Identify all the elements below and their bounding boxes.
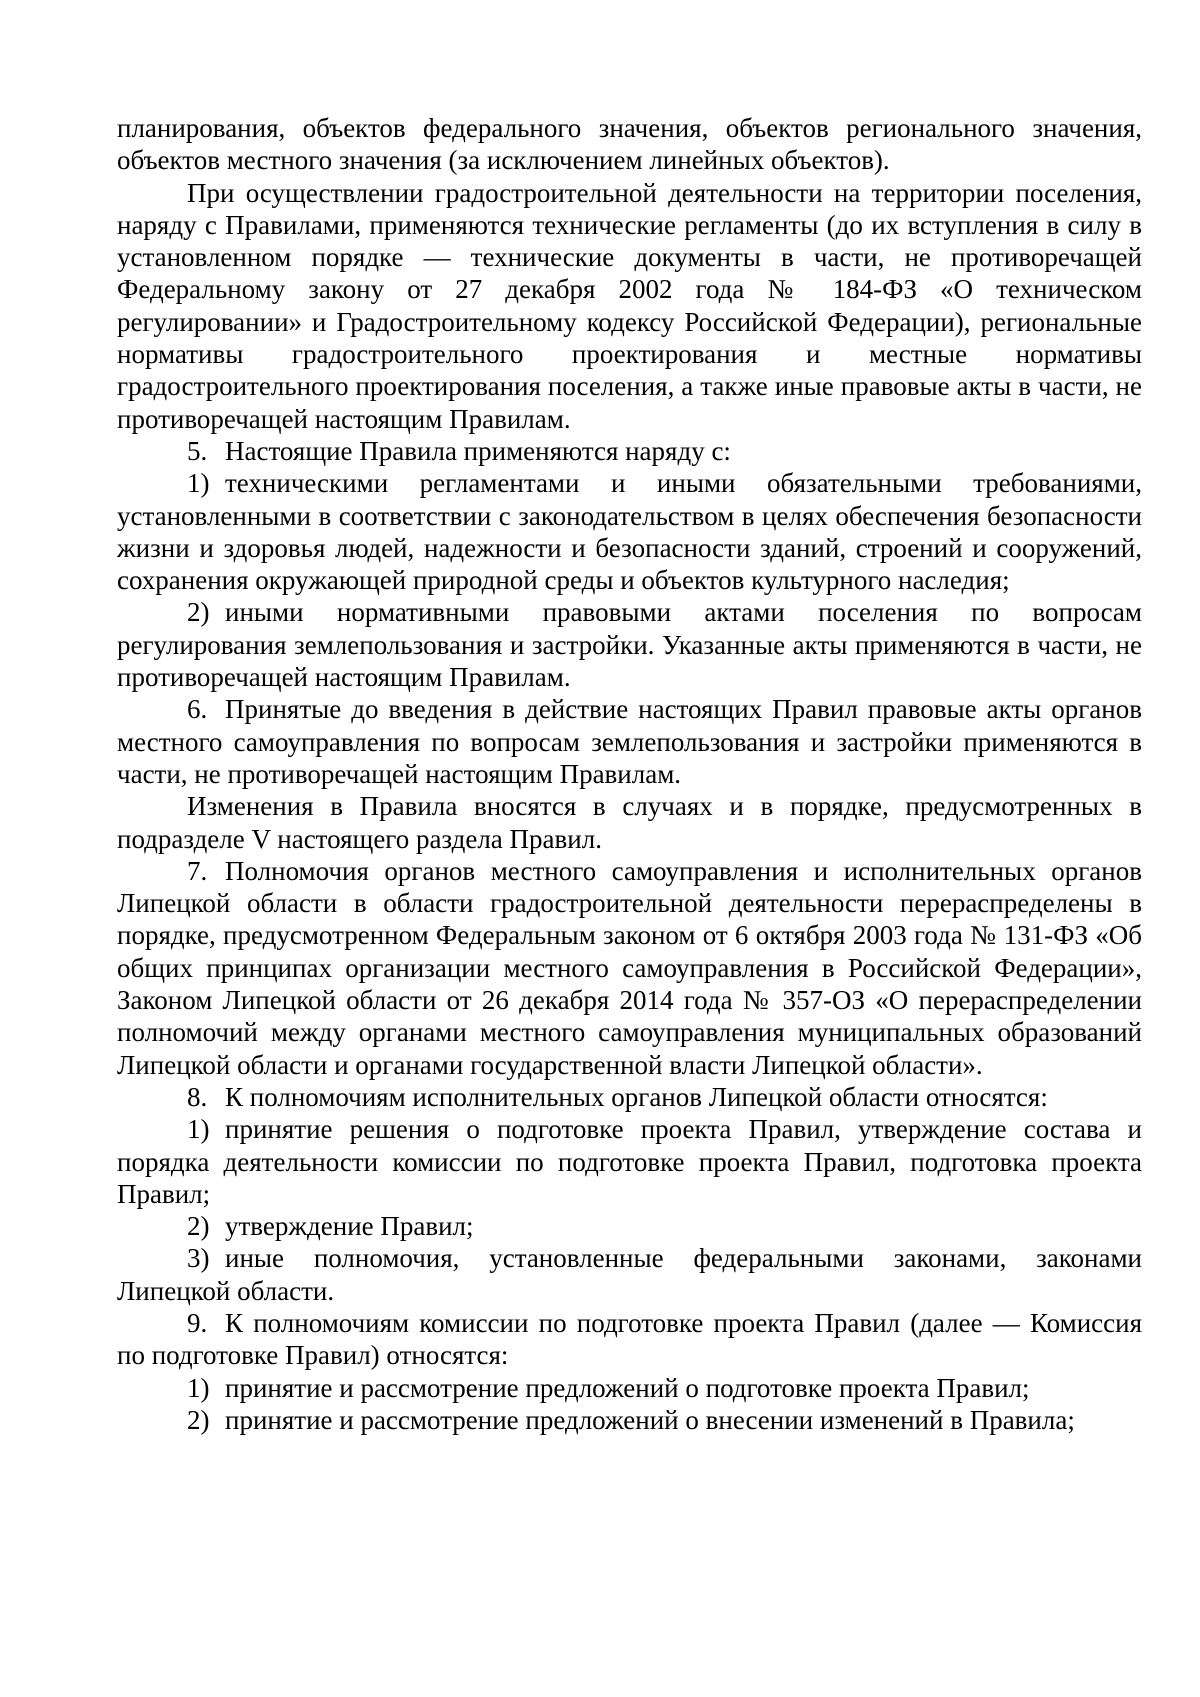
paragraph — [117, 790, 1142, 855]
paragraph-text: К полномочиям исполнительных органов Липецкой области относятся: — [225, 1081, 1048, 1112]
item-number: 1) — [187, 1114, 210, 1145]
paragraph — [117, 112, 1142, 177]
list-item — [117, 435, 1142, 467]
paragraph-text: техническими регламентами и иными обязательными требованиями, установленными в соответствии с законодательством в целях обеспечения безопасности жизни и здоровья людей, надежности и безопасности зданий, строений и сооружений, сохранения окружающей природной среды и объектов культурного наследия; — [117, 468, 1142, 596]
list-item — [117, 693, 1142, 790]
list-item — [117, 1404, 1142, 1436]
item-number: 1) — [187, 1372, 210, 1403]
document-body — [117, 112, 1142, 1436]
item-number: 6. — [187, 694, 208, 725]
paragraph-text: принятие и рассмотрение предложений о внесении изменений в Правила; — [225, 1404, 1075, 1435]
list-item — [117, 1242, 1142, 1307]
paragraph-text: утверждение Правил; — [225, 1211, 474, 1242]
list-item — [117, 1372, 1142, 1404]
item-number: 8. — [187, 1081, 208, 1112]
list-item — [117, 855, 1142, 1081]
paragraph-text: принятие решения о подготовке проекта Правил, утверждение состава и порядка деятельности комиссии по подготовке проекта Правил, подготовка проекта Правил; — [117, 1114, 1142, 1209]
item-number: 3) — [187, 1243, 210, 1274]
paragraph — [117, 177, 1142, 435]
paragraph-text: планирования, объектов федерального значения, объектов регионального значения, объектов местного значения (за исключением линейных объектов). — [117, 113, 1142, 176]
list-item — [117, 596, 1142, 693]
paragraph-text: Изменения в Правила вносятся в случаях и в порядке, предусмотренных в подразделе V настоящего раздела Правил. — [117, 791, 1142, 854]
paragraph-text: Настоящие Правила применяются наряду с: — [225, 435, 731, 466]
paragraph-text: иными нормативными правовыми актами поселения по вопросам регулирования землепользования и застройки. Указанные акты применяются в части, не противоречащей настоящим Правилам. — [117, 597, 1142, 693]
list-item — [117, 1307, 1142, 1372]
item-number: 5. — [187, 435, 208, 466]
paragraph-text: иные полномочия, установленные федеральными законами, законами Липецкой области. — [117, 1243, 1142, 1306]
paragraph-text: Принятые до введения в действие настоящих Правил правовые акты органов местного самоуправления по вопросам землепользования и застройки применяются в части, не противоречащей настоящим Правилам. — [117, 694, 1142, 789]
list-item — [117, 1081, 1142, 1113]
item-number: 2) — [187, 597, 210, 628]
item-number: 2) — [187, 1211, 210, 1242]
item-number: 9. — [187, 1307, 208, 1338]
list-item — [117, 1210, 1142, 1242]
paragraph-text: При осуществлении градостроительной деятельности на территории поселения, наряду с Правилами, применяются технические регламенты (до их вступления в силу в установленном порядке — технические документы в части, не противоречащей Федеральному закону от 27 декабря 2002 года № 184-ФЗ «О техническом регулировании» и Градостроительному кодексу Российской Федерации), региональные нормативы градостроительного проектирования и местные нормативы градостроительного проектирования поселения, а также иные правовые акты в части, не противоречащей настоящим Правилам. — [117, 177, 1142, 434]
list-item — [117, 1113, 1142, 1210]
item-number: 7. — [187, 855, 208, 886]
paragraph-text: К полномочиям комиссии по подготовке проекта Правил (далее — Комиссия по подготовке Правил) относятся: — [117, 1307, 1142, 1371]
paragraph-text: принятие и рассмотрение предложений о подготовке проекта Правил; — [225, 1372, 1030, 1403]
item-number: 1) — [187, 468, 210, 499]
paragraph-text: Полномочия органов местного самоуправления и исполнительных органов Липецкой области в области градостроительной деятельности перераспределены в порядке, предусмотренном Федеральным законом от 6 октября 2003 года № 131-ФЗ «Об общих принципах организации местного самоуправления в Российской Федерации», Законом Липецкой области от 26 декабря 2014 года № 357-ОЗ «О перераспределении полномочий между органами местного самоуправления муниципальных образований Липецкой области и органами государственной власти Липецкой области». — [117, 855, 1142, 1080]
item-number: 2) — [187, 1404, 210, 1435]
list-item — [117, 467, 1142, 596]
